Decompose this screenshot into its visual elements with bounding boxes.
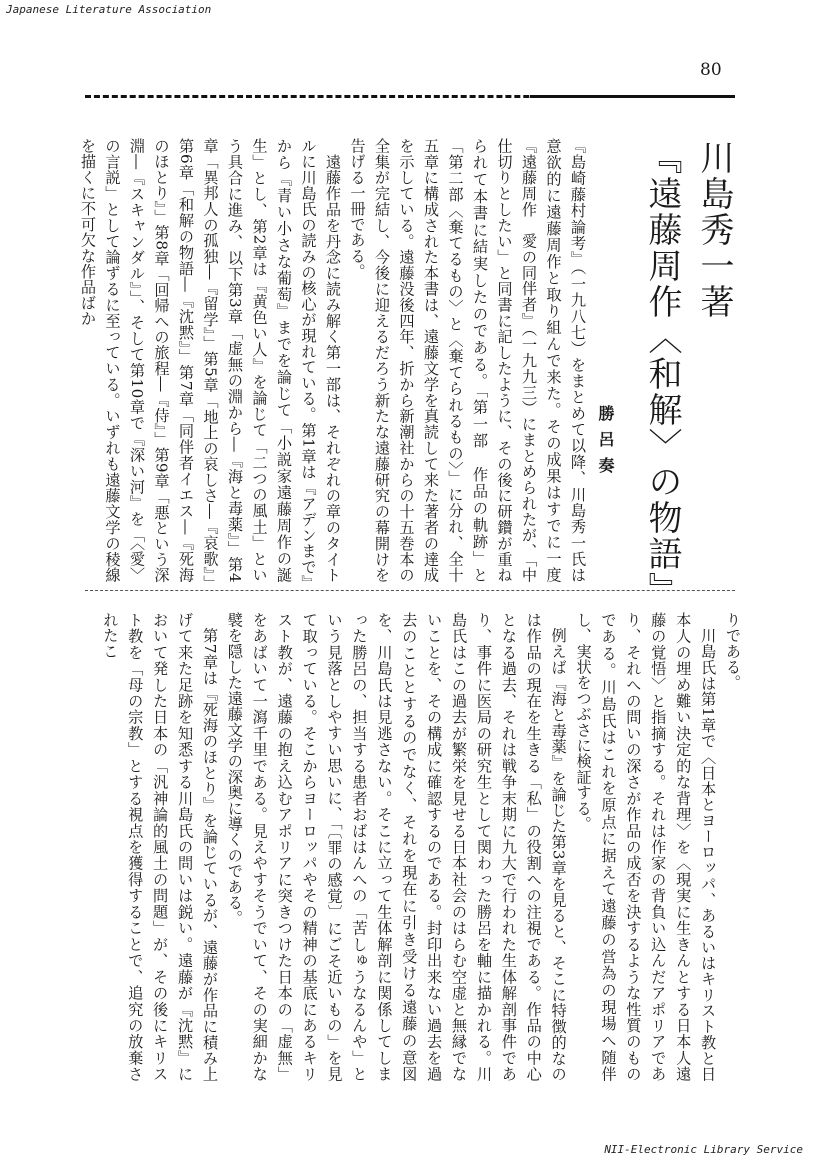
paragraph: 例えば『海と毒薬』を論じた第3章を見ると、そこに特徴的なのは作品の現在を生きる「私」の役割への注視である。作品の中心となる過去、それは戦争末期に九大で行われた生体解剖事件であり、事件に医局の研究生として関わった勝呂を軸に描かれる。川島氏はこの過去が繁栄を見せる日本社会のはらむ空虚と無縁でないことを、その構成に確認するのである。封印出来ない過去を過去のこととするのでなく、それを現在に引き受ける遠藤の意図を、川島氏は見逃さない。そこに立って生体解剖に関係してしまった勝呂の、担当する患者おばはんへの「苦しゅうなるんや」という見落としやすい思いに、「〔罪の感覚〕にごそ近いもの」を見て取っている。そこからヨーロッパやその精神の基底にあるキリスト教が、遠藤の抱え込むアポリアに突きつけた日本の「虚無」をあばいて一瀉千里である。見えやすそうでいて、その実細かな襞を隠した遠藤文学の深奥に導くのである。 (225, 612, 568, 1082)
paragraph: 遠藤作品を丹念に読み解く第一部は、それぞれの章のタイトルに川島氏の読みの核心が現れている。第1章は『アデンまで』から『青い小さな葡萄』までを論じて「小説家遠藤周作の誕生」とし、第2章は『黄色い人』を論じて「二つの風土」という具合に進み、以下第3章「虚無の淵から―『海と毒薬』」第4章「異邦人の孤独―『留学』」第5章「地上の哀しさ―『哀歌』」第6章「和解の物語―『沈黙』」第7章「同伴者イエス―『死海のほとり』」第8章「回帰への旅程―『侍』」第9章「悪という深淵―『スキャンダル』」、そして第10章で『深い河』を「〈愛〉の言説」として論ずるに至っている。いずれも遠藤文学の稜線を描くに不可欠な作品ばか (79, 138, 342, 583)
review-body-top (79, 138, 590, 583)
review-body-bottom (85, 612, 745, 1082)
title-divider (530, 95, 735, 98)
paragraph: 川島氏は第1章で〈日本とヨーロッパ、あるいはキリスト教と日本人の埋め難い決定的な背理〉を〈現実に生きんとする日本人遠藤の覚悟〉と指摘する。それは作家の背負い込んだアポリアであり、それへの問いの深さが作品の成否を決するような性質のものである。川島氏はこれを原点に据えて遠藤の営為の現場へ随伴し、実状をつぶさに検証する。 (574, 612, 718, 1082)
footer-service: NII-Electronic Library Service (604, 1143, 803, 1156)
paragraph: 第7章は『死海のほとり』を論じているが、遠藤が作品に積み上げて来た足跡を知悉する川島氏の問いは鋭い。遠藤が『沈黙』において発した日本の「汎神論的風土の問題」が、その後にキリスト教を「母の宗教」とする視点を獲得することで、追究の放棄されたこ (101, 612, 219, 1082)
section-divider (85, 590, 735, 591)
reviewer-name: 勝呂奏 (596, 405, 615, 483)
paragraph: りである。 (724, 612, 742, 691)
paragraph: 『島崎藤村論考』（一九八七）をまとめて以降、川島秀一氏は意欲的に遠藤周作と取り組んで来た。その成果はすでに一度『遠藤周作 愛の同伴者』（一九九三）にまとめられたが、「中仕切りとしたい」と同書に記したように、その後に研鑽が重ねられて本書に結実したのである。「第一部 作品の軌跡」と「第二部〈棄てるもの〉と〈棄てられるもの〉」に分れ、全十五章に構成された本書は、遠藤文学を真読して来た著者の達成を示している。遠藤没後四年、折から新潮社からの十五巻本の全集が完結し、今後に迎えるだろう新たな遠藤研究の幕開けを告げる一冊である。 (348, 138, 587, 583)
source-header: Japanese Literature Association (6, 3, 212, 16)
book-title: 『遠藤周作〈和解〉の物語』 (642, 140, 682, 608)
author-line: 川島秀一著 (694, 140, 734, 320)
page-number: 80 (700, 60, 722, 80)
